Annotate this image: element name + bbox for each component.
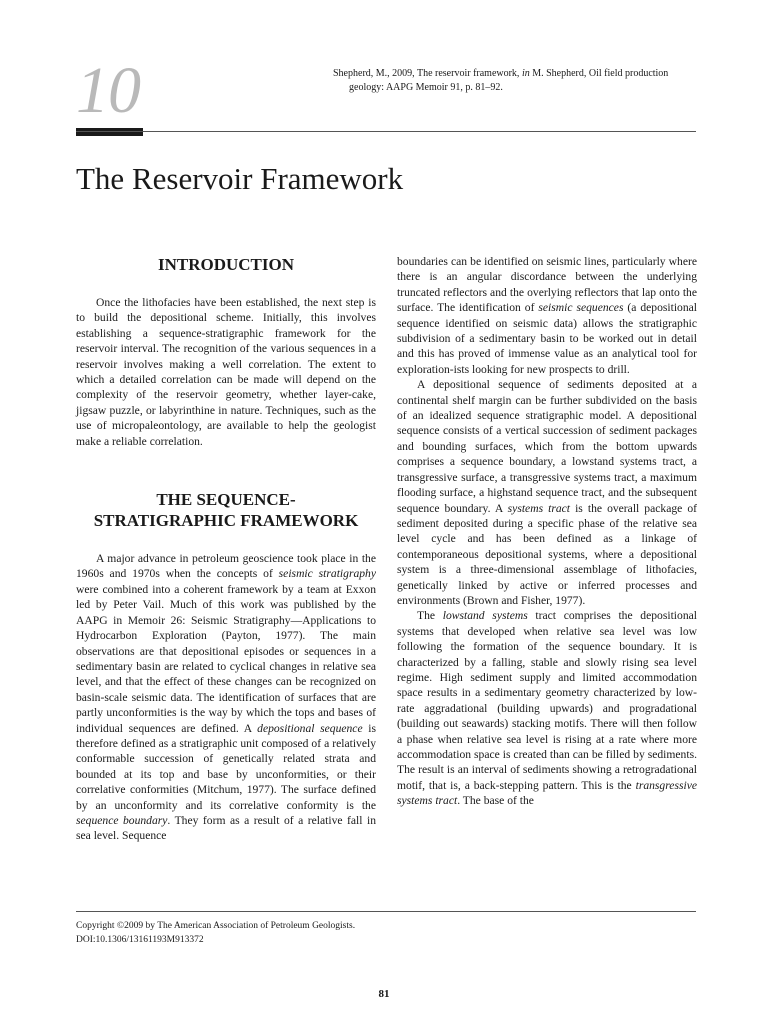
chapter-bar	[76, 128, 143, 136]
right-paragraph-1: boundaries can be identified on seismic lines, particularly where there is an angular discordance between the underlying truncated reflectors and the overlying reflectors that lap onto the surface. The identification of seismic sequences (a depositional sequence identified on seismic data) allows the stratigraphic subdivision of a sedimentary basin to be worked out in detail and this has proved of immense value as an analytical tool for exploration-ists looking for new prospects to drill.	[397, 255, 697, 376]
copyright-line: Copyright ©2009 by The American Association of Petroleum Geologists.	[76, 921, 356, 931]
chapter-number: 10	[76, 54, 140, 127]
citation-text: Shepherd, M., 2009, The reservoir framework,	[333, 68, 522, 79]
citation-line2: geology: AAPG Memoir 91, p. 81–92.	[349, 81, 503, 93]
citation-text: M. Shepherd, Oil field production	[529, 68, 669, 79]
right-column	[397, 254, 697, 809]
intro-heading: INTRODUCTION	[157, 255, 295, 274]
left-column	[76, 254, 376, 844]
doi-line: DOI:10.1306/13161193M913372	[76, 935, 204, 945]
page-number: 81	[378, 988, 390, 1000]
section-heading-line1: THE SEQUENCE-	[156, 490, 296, 510]
right-paragraph-3: The lowstand systems tract comprises the depositional systems that developed when relative sea level was low following the formation of the sequence boundary. It is characterized by a falling, stable and slowly rising sea level regime. High sediment supply and limited accommodation space results in a sedimentary geometry characterized by low-rate aggradational (building upwards) and progradational (building out seawards) stacking motifs. There will then follow a phase when relative sea level is rising at a rate where more accommodation space is created than can be filled by sediments. The result is an interval of sediments showing a retrogradational motif, that is, a back-stepping pattern. This is the transgressive systems tract. The base of the	[397, 609, 697, 808]
section-heading	[76, 489, 376, 531]
chapter-title: The Reservoir Framework	[76, 161, 404, 196]
section-paragraph: A major advance in petroleum geoscience took place in the 1960s and 1970s when the concepts of seismic stratigraphy were combined into a coherent framework by a team at Exxon led by Peter Vail. Much of this work was published by the AAPG in Memoir 26: Seismic Stratigraphy—Applications to Hydrocarbon Exploration (Payton, 1977). The main observations are that depositional episodes or sequences in a sedimentary basin are related to cyclical changes in relative sea level, and that the effect of these changes can be recognized on basin-scale seismic data. The identification of surfaces that are partly unconformities is the way by which the tops and bases of individual sequences are defined. A depositional sequence is therefore defined as a stratigraphic unit composed of a relatively conformable succession of genetically related strata and bounded at its top and base by unconformities, or their correlative conformities (Mitchum, 1977). The surface defined by an unconformity and its correlative conformity is the sequence boundary. They form as a result of a relative fall in sea level. Sequence	[76, 552, 376, 843]
right-paragraph-2: A depositional sequence of sediments deposited at a continental shelf margin can be further subdivided on the basis of an idealized sequence stratigraphic model. A depositional sequence consists of a vertical succession of sediment packages and bounding surfaces, which from the bottom upwards comprises a sequence boundary, a lowstand systems tract, a transgressive surface, a transgressive systems tract, a maximum flooding surface, a highstand sequence tract, and the subsequent sequence boundary. A systems tract is the overall package of sediment deposited during a specific phase of the relative sea level cycle and has been defined as a linkage of contemporaneous depositional systems, where a depositional system is a three-dimensional assemblage of lithofacies, genetically linked by active or inferred processes and environments (Brown and Fisher, 1977).	[397, 378, 697, 607]
footer	[76, 919, 355, 947]
intro-paragraph: Once the lithofacies have been established, the next step is to build the depositional scheme. Initially, this involves establishing a sequence-stratigraphic framework for the reservoir interval. The recognition of the various sequences in a reservoir involves making a well correlation. The extent to which a detailed correlation can be made will depend on the complexity of the reservoir geometry, whether layer-cake, jigsaw puzzle, or labyrinthine in nature. Techniques, such as the use of micropaleontology, are available to help the geologist make a reliable correlation.	[76, 296, 376, 448]
citation	[333, 67, 703, 94]
citation-in: in	[521, 68, 530, 79]
header-rule	[76, 131, 696, 132]
section-heading-line2: STRATIGRAPHIC FRAMEWORK	[93, 511, 359, 531]
footer-rule	[76, 911, 696, 912]
